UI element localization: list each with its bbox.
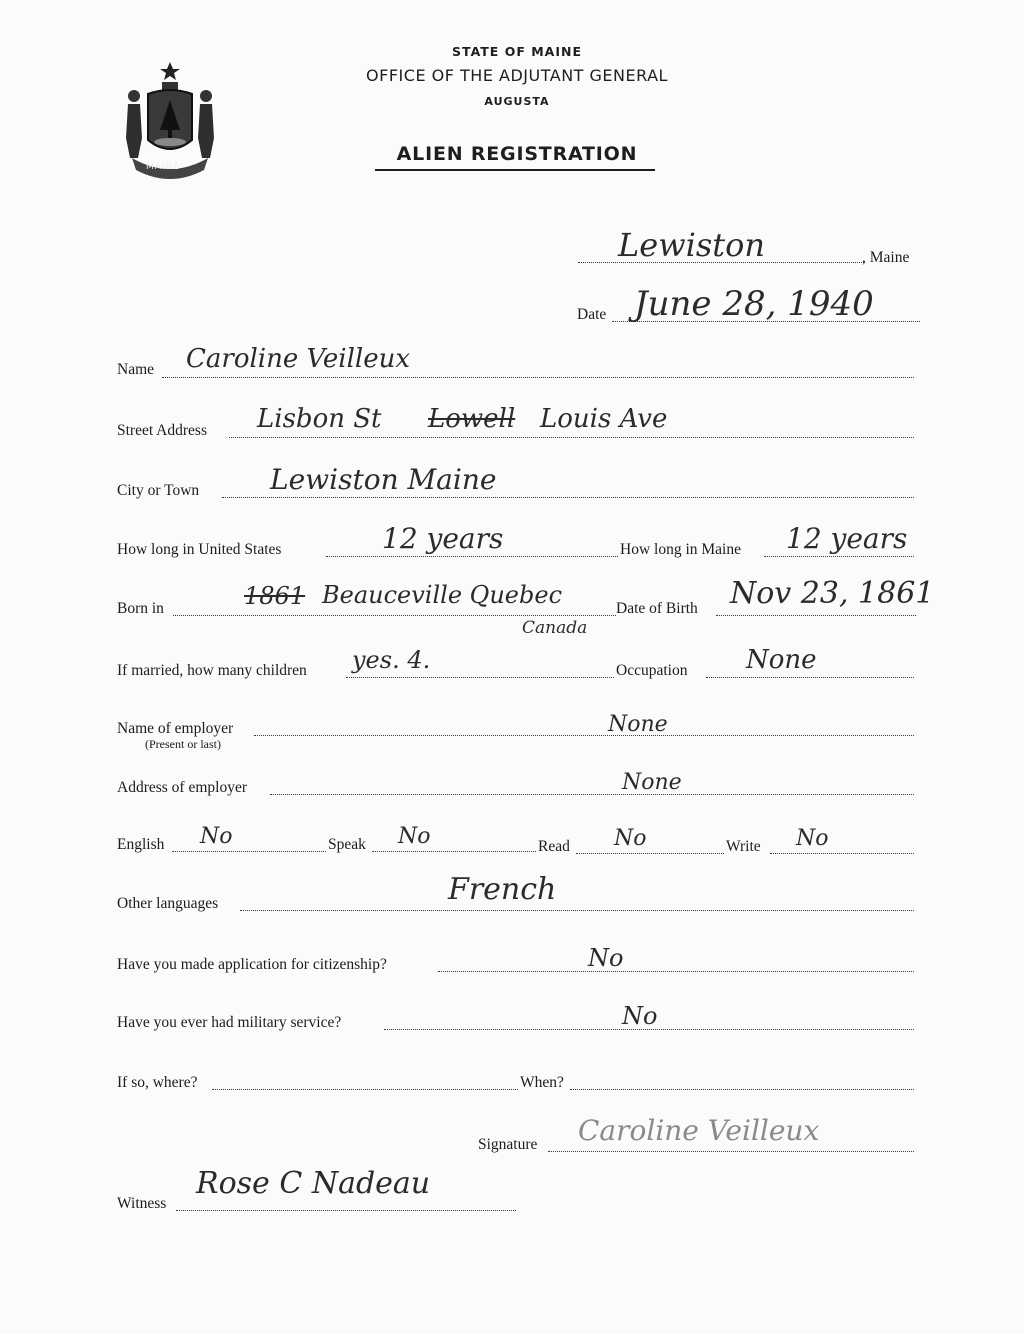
name-value: Caroline Veilleux — [186, 344, 411, 374]
other-languages-value: French — [448, 872, 557, 907]
us-duration-label: How long in United States — [117, 541, 282, 558]
state-heading: STATE OF MAINE — [452, 44, 582, 59]
born-struck-value: 1861 — [244, 582, 306, 610]
dob-value: Nov 23, 1861 — [730, 576, 935, 611]
when-label: When? — [520, 1074, 564, 1091]
city-heading: AUGUSTA — [484, 95, 550, 108]
street-value-a: Lisbon St — [257, 404, 382, 434]
born-value: Beauceville Quebec — [322, 581, 563, 609]
city-value: Lewiston Maine — [270, 463, 497, 496]
occupation-value: None — [746, 645, 817, 675]
name-label: Name — [117, 361, 155, 378]
write-value: No — [796, 826, 829, 851]
dob-label: Date of Birth — [616, 600, 698, 617]
seal-banner-text: MAINE — [146, 162, 180, 172]
signature-value: Caroline Veilleux — [578, 1114, 820, 1147]
employer-value: None — [608, 712, 668, 737]
born-label: Born in — [117, 600, 164, 617]
military-value: No — [622, 1002, 658, 1030]
english-value: No — [200, 824, 233, 849]
street-value-b: Louis Ave — [540, 404, 668, 434]
city-label: City or Town — [117, 482, 200, 499]
citizenship-label: Have you made application for citizenship? — [117, 956, 387, 973]
office-heading: OFFICE OF THE ADJUTANT GENERAL — [366, 66, 668, 85]
maine-duration-value: 12 years — [786, 522, 908, 555]
speak-value: No — [398, 824, 431, 849]
place-value: Lewiston — [618, 226, 765, 264]
read-label: Read — [538, 838, 570, 855]
place-suffix: , Maine — [862, 249, 910, 266]
write-label: Write — [726, 838, 761, 855]
signature-label: Signature — [478, 1136, 538, 1153]
date-value: June 28, 1940 — [634, 284, 874, 324]
employer-sublabel: (Present or last) — [145, 737, 221, 751]
maine-duration-label: How long in Maine — [620, 541, 741, 558]
witness-label: Witness — [117, 1195, 167, 1212]
born-note: Canada — [522, 618, 588, 638]
employer-address-label: Address of employer — [117, 779, 247, 796]
citizenship-value: No — [588, 944, 624, 972]
speak-label: Speak — [328, 836, 366, 853]
military-label: Have you ever had military service? — [117, 1014, 342, 1031]
us-duration-value: 12 years — [382, 522, 504, 555]
form-title: ALIEN REGISTRATION — [396, 143, 638, 165]
employer-label: Name of employer — [117, 720, 234, 737]
english-label: English — [117, 836, 165, 853]
street-label: Street Address — [117, 422, 207, 439]
read-value: No — [614, 826, 647, 851]
occupation-label: Occupation — [616, 662, 688, 679]
title-underline — [375, 169, 655, 171]
children-value: yes. 4. — [352, 646, 431, 674]
street-struck-value: Lowell — [428, 404, 516, 434]
where-label: If so, where? — [117, 1074, 198, 1091]
children-label: If married, how many children — [117, 662, 307, 679]
witness-value: Rose C Nadeau — [196, 1166, 431, 1201]
employer-address-value: None — [622, 770, 682, 795]
other-languages-label: Other languages — [117, 895, 219, 912]
date-label: Date — [577, 306, 607, 323]
